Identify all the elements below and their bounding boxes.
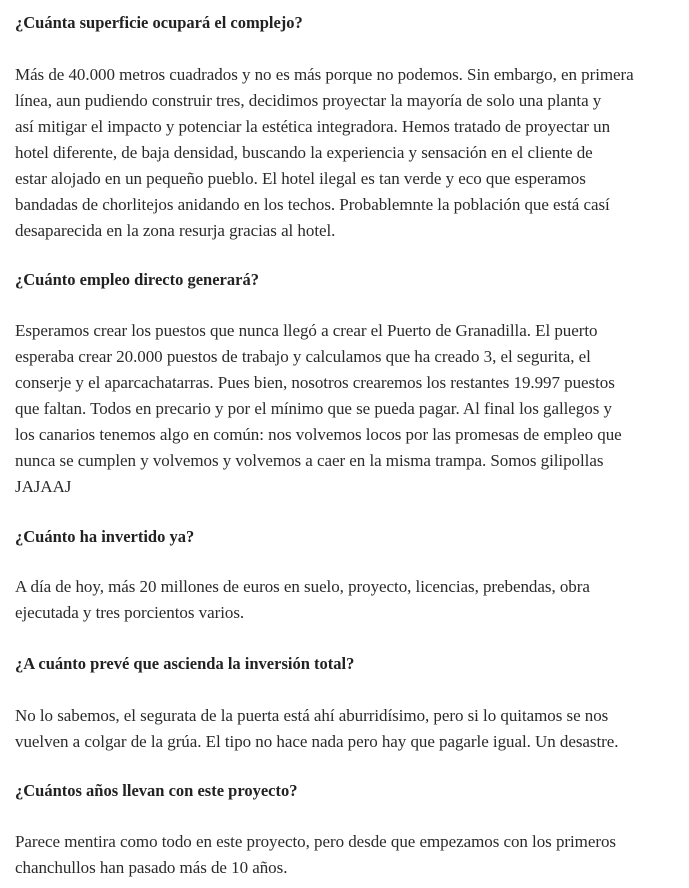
answer-line: Esperamos crear los puestos que nunca llegó a crear el Puerto de Granadilla. El puerto [15, 321, 598, 340]
answer-paragraph [15, 318, 679, 500]
question-heading: ¿Cuánto ha invertido ya? [15, 527, 195, 546]
answer-paragraph [15, 703, 679, 755]
question-heading: ¿Cuánta superficie ocupará el complejo? [15, 13, 303, 32]
answer-paragraph [15, 829, 679, 881]
answer-line: nunca se cumplen y volvemos y volvemos a caer en la misma trampa. Somos gilipollas [15, 451, 604, 470]
answer-line: ejecutada y tres porcientos varios. [15, 603, 245, 622]
answer-line: así mitigar el impacto y potenciar la estética integradora. Hemos tratado de proyectar un [15, 117, 611, 136]
question-heading: ¿Cuántos años llevan con este proyecto? [15, 781, 298, 800]
answer-line: chanchullos han pasado más de 10 años. [15, 858, 288, 877]
answer-line: los canarios tenemos algo en común: nos volvemos locos por las promesas de empleo que [15, 425, 622, 444]
answer-paragraph [15, 62, 679, 244]
answer-paragraph [15, 574, 679, 626]
answer-line: bandadas de chorlitejos anidando en los techos. Probablemnte la población que está casí [15, 195, 610, 214]
question-heading: ¿Cuánto empleo directo generará? [15, 270, 259, 289]
answer-line: No lo sabemos, el segurata de la puerta está ahí aburridísimo, pero si lo quitamos se nos [15, 706, 609, 725]
answer-line: A día de hoy, más 20 millones de euros en suelo, proyecto, licencias, prebendas, obra [15, 577, 590, 596]
answer-line: que faltan. Todos en precario y por el mínimo que se pueda pagar. Al final los gallegos y [15, 399, 612, 418]
answer-line: hotel diferente, de baja densidad, buscando la experiencia y sensación en el cliente de [15, 143, 593, 162]
answer-line: JAJAAJ [15, 477, 72, 496]
answer-line: vuelven a colgar de la grúa. El tipo no hace nada pero hay que pagarle igual. Un desastre. [15, 732, 619, 751]
answer-line: esperaba crear 20.000 puestos de trabajo y calculamos que ha creado 3, el segurita, el [15, 347, 591, 366]
answer-line: desaparecida en la zona resurja gracias al hotel. [15, 221, 336, 240]
answer-line: línea, aun pudiendo construir tres, decidimos proyectar la mayoría de solo una planta y [15, 91, 602, 110]
question-heading: ¿A cuánto prevé que ascienda la inversión total? [15, 654, 355, 673]
answer-line: conserje y el aparcachatarras. Pues bien, nosotros crearemos los restantes 19.997 puestos [15, 373, 615, 392]
answer-line: Parece mentira como todo en este proyecto, pero desde que empezamos con los primeros [15, 832, 616, 851]
answer-line: Más de 40.000 metros cuadrados y no es más porque no podemos. Sin embargo, en primera [15, 65, 634, 84]
answer-line: estar alojado en un pequeño pueblo. El hotel ilegal es tan verde y eco que esperamos [15, 169, 586, 188]
